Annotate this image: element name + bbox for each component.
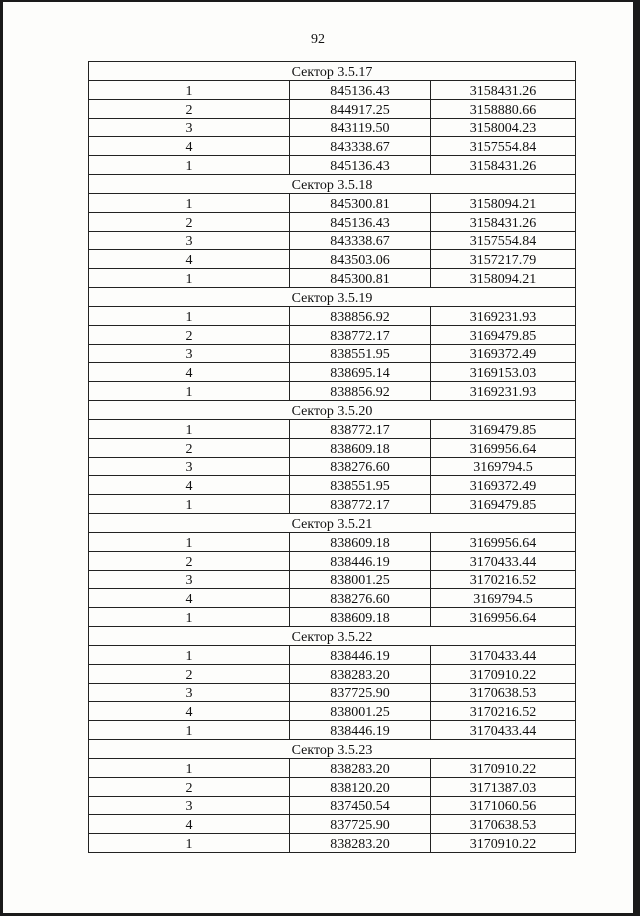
sector-header-row: [89, 739, 576, 758]
point-number-cell: 4: [89, 702, 290, 721]
table-row: [89, 269, 576, 288]
y-coordinate-cell: 3158431.26: [431, 81, 576, 100]
point-number-cell: 4: [89, 476, 290, 495]
table-row: [89, 796, 576, 815]
table-row: [89, 532, 576, 551]
point-number-cell: 3: [89, 796, 290, 815]
point-number-cell: 4: [89, 137, 290, 156]
x-coordinate-cell: 843338.67: [290, 231, 431, 250]
point-number-cell: 1: [89, 495, 290, 514]
point-number-cell: 1: [89, 81, 290, 100]
table-row: [89, 702, 576, 721]
y-coordinate-cell: 3170216.52: [431, 702, 576, 721]
x-coordinate-cell: 837725.90: [290, 683, 431, 702]
y-coordinate-cell: 3170910.22: [431, 834, 576, 853]
coordinates-table-body: [89, 62, 576, 853]
table-row: [89, 664, 576, 683]
table-row: [89, 777, 576, 796]
y-coordinate-cell: 3171060.56: [431, 796, 576, 815]
x-coordinate-cell: 838276.60: [290, 457, 431, 476]
table-row: [89, 306, 576, 325]
y-coordinate-cell: 3157554.84: [431, 231, 576, 250]
x-coordinate-cell: 838609.18: [290, 438, 431, 457]
table-row: [89, 721, 576, 740]
table-row: [89, 193, 576, 212]
y-coordinate-cell: 3170216.52: [431, 570, 576, 589]
point-number-cell: 1: [89, 758, 290, 777]
y-coordinate-cell: 3169479.85: [431, 325, 576, 344]
point-number-cell: 4: [89, 589, 290, 608]
point-number-cell: 2: [89, 551, 290, 570]
y-coordinate-cell: 3169231.93: [431, 382, 576, 401]
sector-title: Сектор 3.5.17: [89, 62, 576, 81]
x-coordinate-cell: 845300.81: [290, 193, 431, 212]
point-number-cell: 1: [89, 193, 290, 212]
point-number-cell: 3: [89, 457, 290, 476]
x-coordinate-cell: 838856.92: [290, 306, 431, 325]
table-row: [89, 344, 576, 363]
x-coordinate-cell: 843503.06: [290, 250, 431, 269]
table-row: [89, 758, 576, 777]
y-coordinate-cell: 3170910.22: [431, 758, 576, 777]
point-number-cell: 2: [89, 99, 290, 118]
point-number-cell: 1: [89, 834, 290, 853]
point-number-cell: 1: [89, 532, 290, 551]
table-row: [89, 382, 576, 401]
sector-title: Сектор 3.5.19: [89, 287, 576, 306]
y-coordinate-cell: 3158431.26: [431, 156, 576, 175]
point-number-cell: 1: [89, 156, 290, 175]
y-coordinate-cell: 3157554.84: [431, 137, 576, 156]
table-row: [89, 118, 576, 137]
sector-header-row: [89, 62, 576, 81]
x-coordinate-cell: 838446.19: [290, 645, 431, 664]
x-coordinate-cell: 838695.14: [290, 363, 431, 382]
sector-title: Сектор 3.5.20: [89, 400, 576, 419]
y-coordinate-cell: 3158094.21: [431, 269, 576, 288]
x-coordinate-cell: 845300.81: [290, 269, 431, 288]
table-row: [89, 363, 576, 382]
point-number-cell: 1: [89, 419, 290, 438]
x-coordinate-cell: 838609.18: [290, 532, 431, 551]
x-coordinate-cell: 838446.19: [290, 551, 431, 570]
sector-header-row: [89, 400, 576, 419]
y-coordinate-cell: 3170433.44: [431, 645, 576, 664]
table-row: [89, 457, 576, 476]
x-coordinate-cell: 838001.25: [290, 702, 431, 721]
x-coordinate-cell: 838283.20: [290, 664, 431, 683]
x-coordinate-cell: 845136.43: [290, 156, 431, 175]
y-coordinate-cell: 3169956.64: [431, 532, 576, 551]
point-number-cell: 3: [89, 683, 290, 702]
table-row: [89, 99, 576, 118]
table-row: [89, 419, 576, 438]
point-number-cell: 2: [89, 438, 290, 457]
table-row: [89, 815, 576, 834]
document-page: [3, 2, 633, 913]
y-coordinate-cell: 3169153.03: [431, 363, 576, 382]
sector-title: Сектор 3.5.18: [89, 174, 576, 193]
y-coordinate-cell: 3170638.53: [431, 815, 576, 834]
point-number-cell: 3: [89, 231, 290, 250]
point-number-cell: 2: [89, 212, 290, 231]
x-coordinate-cell: 838856.92: [290, 382, 431, 401]
y-coordinate-cell: 3170910.22: [431, 664, 576, 683]
x-coordinate-cell: 837450.54: [290, 796, 431, 815]
y-coordinate-cell: 3169372.49: [431, 344, 576, 363]
y-coordinate-cell: 3170433.44: [431, 721, 576, 740]
point-number-cell: 2: [89, 664, 290, 683]
x-coordinate-cell: 838283.20: [290, 834, 431, 853]
y-coordinate-cell: 3169956.64: [431, 608, 576, 627]
y-coordinate-cell: 3169372.49: [431, 476, 576, 495]
sector-header-row: [89, 174, 576, 193]
coordinates-table: [88, 61, 576, 853]
point-number-cell: 4: [89, 815, 290, 834]
x-coordinate-cell: 843338.67: [290, 137, 431, 156]
table-row: [89, 212, 576, 231]
point-number-cell: 4: [89, 363, 290, 382]
point-number-cell: 2: [89, 777, 290, 796]
sector-title: Сектор 3.5.21: [89, 513, 576, 532]
point-number-cell: 1: [89, 608, 290, 627]
table-row: [89, 231, 576, 250]
sector-header-row: [89, 626, 576, 645]
point-number-cell: 2: [89, 325, 290, 344]
y-coordinate-cell: 3169479.85: [431, 419, 576, 438]
sector-title: Сектор 3.5.22: [89, 626, 576, 645]
x-coordinate-cell: 838772.17: [290, 419, 431, 438]
point-number-cell: 3: [89, 118, 290, 137]
y-coordinate-cell: 3169956.64: [431, 438, 576, 457]
point-number-cell: 3: [89, 344, 290, 363]
table-row: [89, 551, 576, 570]
table-row: [89, 438, 576, 457]
table-row: [89, 156, 576, 175]
x-coordinate-cell: 838120.20: [290, 777, 431, 796]
x-coordinate-cell: 844917.25: [290, 99, 431, 118]
y-coordinate-cell: 3158004.23: [431, 118, 576, 137]
table-row: [89, 81, 576, 100]
table-row: [89, 608, 576, 627]
x-coordinate-cell: 838551.95: [290, 476, 431, 495]
x-coordinate-cell: 838276.60: [290, 589, 431, 608]
point-number-cell: 3: [89, 570, 290, 589]
table-row: [89, 645, 576, 664]
table-row: [89, 250, 576, 269]
x-coordinate-cell: 838772.17: [290, 325, 431, 344]
x-coordinate-cell: 843119.50: [290, 118, 431, 137]
y-coordinate-cell: 3169794.5: [431, 589, 576, 608]
y-coordinate-cell: 3169794.5: [431, 457, 576, 476]
table-row: [89, 476, 576, 495]
y-coordinate-cell: 3171387.03: [431, 777, 576, 796]
table-row: [89, 137, 576, 156]
table-row: [89, 495, 576, 514]
y-coordinate-cell: 3169231.93: [431, 306, 576, 325]
sector-header-row: [89, 513, 576, 532]
point-number-cell: 1: [89, 645, 290, 664]
x-coordinate-cell: 838609.18: [290, 608, 431, 627]
x-coordinate-cell: 837725.90: [290, 815, 431, 834]
table-row: [89, 834, 576, 853]
y-coordinate-cell: 3158880.66: [431, 99, 576, 118]
x-coordinate-cell: 838551.95: [290, 344, 431, 363]
point-number-cell: 1: [89, 306, 290, 325]
x-coordinate-cell: 838001.25: [290, 570, 431, 589]
table-row: [89, 589, 576, 608]
y-coordinate-cell: 3158094.21: [431, 193, 576, 212]
y-coordinate-cell: 3157217.79: [431, 250, 576, 269]
table-row: [89, 570, 576, 589]
x-coordinate-cell: 845136.43: [290, 212, 431, 231]
y-coordinate-cell: 3170433.44: [431, 551, 576, 570]
y-coordinate-cell: 3169479.85: [431, 495, 576, 514]
sector-header-row: [89, 287, 576, 306]
sector-title: Сектор 3.5.23: [89, 739, 576, 758]
point-number-cell: 1: [89, 382, 290, 401]
page-number: 92: [311, 32, 325, 47]
y-coordinate-cell: 3158431.26: [431, 212, 576, 231]
x-coordinate-cell: 838446.19: [290, 721, 431, 740]
point-number-cell: 4: [89, 250, 290, 269]
point-number-cell: 1: [89, 721, 290, 740]
x-coordinate-cell: 838772.17: [290, 495, 431, 514]
y-coordinate-cell: 3170638.53: [431, 683, 576, 702]
x-coordinate-cell: 845136.43: [290, 81, 431, 100]
table-row: [89, 325, 576, 344]
x-coordinate-cell: 838283.20: [290, 758, 431, 777]
table-row: [89, 683, 576, 702]
point-number-cell: 1: [89, 269, 290, 288]
